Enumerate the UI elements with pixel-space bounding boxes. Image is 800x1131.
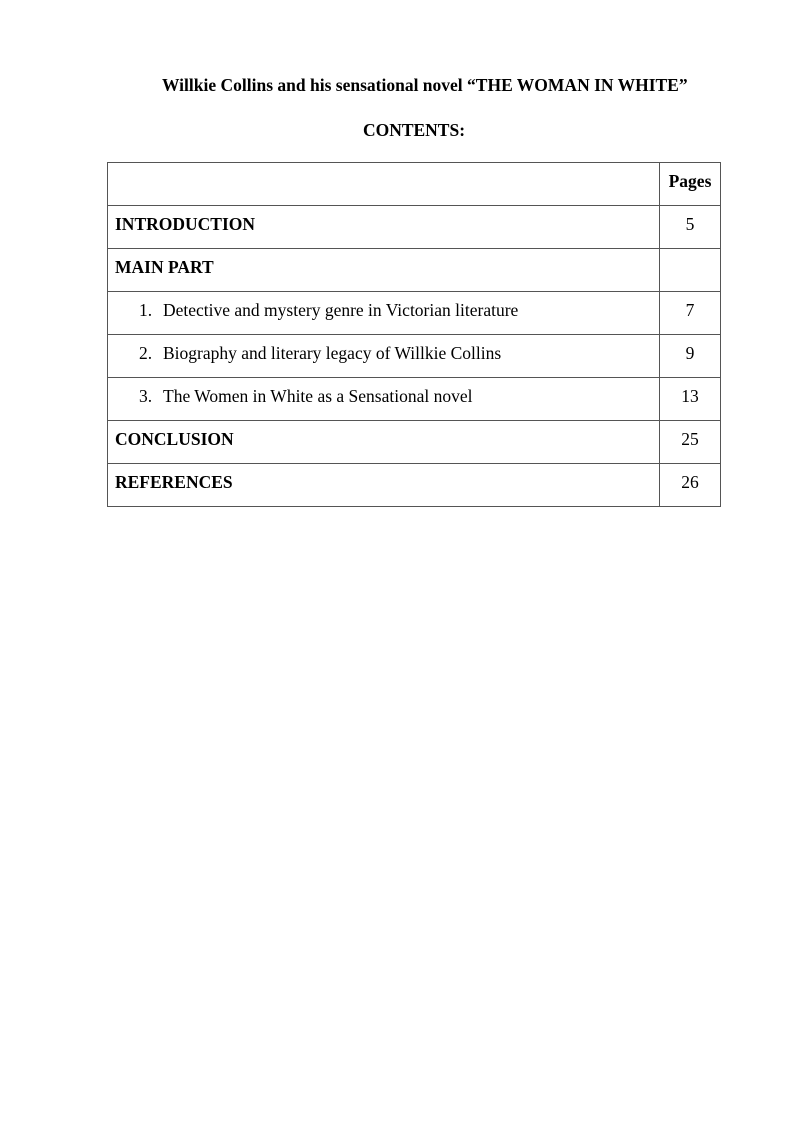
contents-heading: CONTENTS:	[362, 120, 466, 140]
toc-page-number: 13	[660, 378, 721, 421]
list-number: 2.	[139, 343, 153, 363]
toc-page-number: 26	[660, 464, 721, 507]
contents-table	[107, 162, 721, 507]
toc-subentry-2	[108, 335, 660, 378]
table-row	[108, 378, 721, 421]
toc-page-number: 7	[660, 292, 721, 335]
table-row	[108, 335, 721, 378]
toc-page-number: 5	[660, 206, 721, 249]
table-header-row	[108, 163, 721, 206]
toc-entry-conclusion: CONCLUSION	[108, 421, 660, 464]
table-row	[108, 206, 721, 249]
toc-entry-main-part: MAIN PART	[108, 249, 660, 292]
document-title: Willkie Collins and his sensational novel “THE WOMAN IN WHITE”	[162, 75, 688, 95]
toc-entry-references: REFERENCES	[108, 464, 660, 507]
toc-subentry-label: Biography and literary legacy of Willkie Collins	[163, 343, 502, 363]
toc-subentry-label: Detective and mystery genre in Victorian literature	[163, 300, 519, 320]
toc-subentry-3	[108, 378, 660, 421]
toc-page-number: 9	[660, 335, 721, 378]
toc-page-number: 25	[660, 421, 721, 464]
table-row	[108, 464, 721, 507]
pages-header: Pages	[660, 163, 721, 206]
table-row	[108, 421, 721, 464]
toc-entry-introduction: INTRODUCTION	[108, 206, 660, 249]
toc-subentry-label: The Women in White as a Sensational novel	[163, 386, 473, 406]
toc-page-number	[660, 249, 721, 292]
list-number: 1.	[139, 300, 153, 320]
table-row	[108, 292, 721, 335]
table-row	[108, 249, 721, 292]
header-empty-cell	[108, 163, 660, 206]
list-number: 3.	[139, 386, 153, 406]
toc-subentry-1	[108, 292, 660, 335]
